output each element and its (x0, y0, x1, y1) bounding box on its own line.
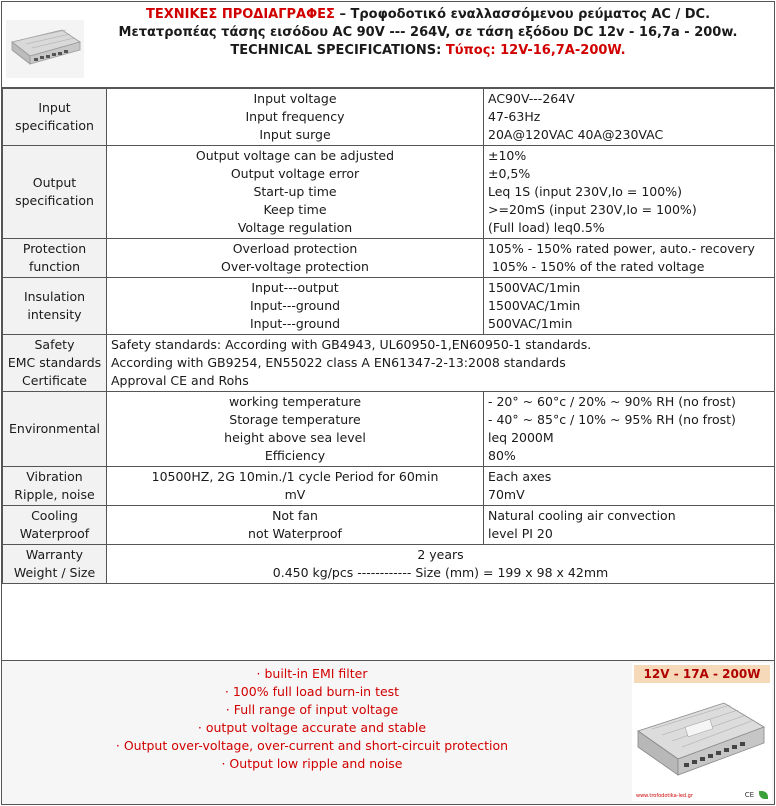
parameter-name: Start-up time (253, 184, 337, 199)
feature-item: · output voltage accurate and stable (197, 720, 427, 735)
header-line-3 (92, 42, 764, 60)
section-label-line: Certificate (22, 373, 87, 388)
section-label-line: Environmental (9, 421, 100, 436)
parameter-name: Overload protection (232, 241, 358, 256)
section-label-line: Output (32, 175, 77, 190)
parameter-value: 500VAC/1min (488, 316, 573, 331)
section-label (3, 545, 107, 584)
feature-item: · 100% full load burn-in test (224, 684, 400, 699)
warranty-line: 0.450 kg/pcs ------------ Size (mm) = 199 x 98 x 42mm (272, 565, 609, 580)
value-cell (484, 278, 775, 335)
section-label (3, 239, 107, 278)
parameter-value: 80% (488, 448, 516, 463)
value-cell (484, 506, 775, 545)
feature-list (2, 665, 622, 773)
parameter-name: Output voltage error (230, 166, 360, 181)
parameter-value: >=20mS (input 230V,Io = 100%) (488, 202, 697, 217)
parameter-cell (107, 506, 484, 545)
safety-line: According with GB9254, EN55022 class A EN61347-2-13:2008 standards (111, 355, 566, 370)
parameter-value: level PI 20 (488, 526, 553, 541)
ce-mark: CE (744, 791, 754, 799)
power-supply-thumbnail (6, 20, 84, 78)
section-label-line: function (28, 259, 81, 274)
parameter-value: 1500VAC/1min (488, 298, 581, 313)
parameter-cell (107, 239, 484, 278)
section-label-line: specification (15, 193, 94, 208)
section-label-line: Weight / Size (13, 565, 96, 580)
parameter-value: ±0,5% (488, 166, 531, 181)
parameter-value: Natural cooling air convection (488, 508, 676, 523)
parameter-cell (107, 89, 484, 146)
footer (2, 660, 774, 804)
parameter-name: Storage temperature (229, 412, 361, 427)
parameter-name: Input frequency (245, 109, 345, 124)
parameter-name: Not fan (272, 508, 318, 523)
spec-row (3, 89, 775, 146)
header-title-rest: – Τροφοδοτικό εναλλασσόμενου ρεύματος AC / DC. (334, 7, 711, 22)
spec-row (3, 239, 775, 278)
feature-item: · Output low ripple and noise (221, 756, 403, 771)
parameter-name: Input---ground (249, 316, 341, 331)
section-label-line: Waterproof (19, 526, 90, 541)
section-label-line: Ripple, noise (14, 487, 95, 502)
parameter-name: Keep time (263, 202, 327, 217)
safety-text-cell (107, 335, 775, 392)
parameter-name: Output voltage can be adjusted (195, 148, 395, 163)
parameter-cell (107, 392, 484, 467)
spec-row (3, 146, 775, 239)
spec-row (3, 392, 775, 467)
section-label-line: EMC standards (7, 355, 102, 370)
section-label-line: Protection (22, 241, 87, 256)
parameter-name: Input surge (259, 127, 331, 142)
warranty-line: 2 years (417, 547, 464, 562)
section-label (3, 392, 107, 467)
section-label (3, 278, 107, 335)
parameter-cell (107, 467, 484, 506)
safety-line: Approval CE and Rohs (111, 373, 249, 388)
header-line-2: Μετατροπέας τάσης εισόδου AC 90V --- 264V, σε τάση εξόδου DC 12v - 16,7a - 200w. (118, 25, 738, 40)
parameter-value: Each axes (488, 469, 552, 484)
product-badge: 12V - 17A - 200W (634, 665, 770, 683)
parameter-value: leq 2000M (488, 430, 554, 445)
feature-item: · built-in EMI filter (256, 666, 368, 681)
section-label-line: Safety (34, 337, 75, 352)
header (2, 2, 774, 88)
section-label (3, 467, 107, 506)
section-label-line: Cooling (31, 508, 78, 523)
header-title-red: ΤΕΧΝΙΚΕΣ ΠΡΟΔΙΑΓΡΑΦΕΣ (145, 7, 335, 22)
header-tech-spec: TECHNICAL SPECIFICATIONS: (230, 43, 446, 58)
value-cell (484, 467, 775, 506)
section-label (3, 335, 107, 392)
spec-row-safety (3, 335, 775, 392)
parameter-name: Over-voltage protection (221, 259, 369, 274)
parameter-name: Input---output (251, 280, 339, 295)
section-label (3, 146, 107, 239)
feature-item: · Full range of input voltage (225, 702, 399, 717)
parameter-cell (107, 278, 484, 335)
parameter-value: - 40° ~ 85°c / 10% ~ 95% RH (no frost) (488, 412, 736, 427)
header-text (92, 6, 764, 60)
parameter-cell (107, 146, 484, 239)
parameter-value: ±10% (488, 148, 527, 163)
section-label-line: Insulation (23, 289, 86, 304)
section-label-line: Vibration (26, 469, 83, 484)
section-label-line: Input (38, 100, 71, 115)
value-cell (484, 239, 775, 278)
parameter-name: not Waterproof (248, 526, 342, 541)
parameter-value: - 20° ~ 60°c / 20% ~ 90% RH (no frost) (488, 394, 736, 409)
section-label (3, 89, 107, 146)
spec-row (3, 467, 775, 506)
section-label (3, 506, 107, 545)
product-image (632, 663, 772, 801)
feature-item: · Output over-voltage, over-current and short-circuit protection (115, 738, 509, 753)
parameter-value: AC90V---264V (488, 91, 575, 106)
warranty-cell (107, 545, 775, 584)
spec-table (2, 88, 775, 584)
website-text: www.trofodotika-led.gr (636, 793, 693, 799)
safety-line: Safety standards: According with GB4943, UL60950-1,EN60950-1 standards. (111, 337, 592, 352)
power-supply-photo (636, 693, 768, 783)
parameter-value: Leq 1S (input 230V,Io = 100%) (488, 184, 682, 199)
parameter-value: 105% - 150% of the rated voltage (488, 259, 705, 274)
value-cell (484, 146, 775, 239)
rohs-leaf-icon (759, 791, 768, 799)
parameter-name: height above sea level (224, 430, 366, 445)
parameter-name: 10500HZ, 2G 10min./1 cycle Period for 60min (151, 469, 439, 484)
value-cell (484, 392, 775, 467)
parameter-value: (Full load) leq0.5% (488, 220, 605, 235)
parameter-name: Input---ground (249, 298, 341, 313)
parameter-value: 70mV (488, 487, 525, 502)
value-cell (484, 89, 775, 146)
parameter-value: 47-63Hz (488, 109, 541, 124)
parameter-name: Efficiency (264, 448, 326, 463)
section-label-line: Warranty (25, 547, 84, 562)
spec-row (3, 278, 775, 335)
section-label-line: intensity (27, 307, 82, 322)
spec-row (3, 506, 775, 545)
parameter-value: 1500VAC/1min (488, 280, 581, 295)
section-label-line: specification (15, 118, 94, 133)
header-type: Τύπος: 12V-16,7A-200W. (445, 43, 626, 58)
spec-row-warranty (3, 545, 775, 584)
parameter-name: Voltage regulation (237, 220, 353, 235)
header-line-1 (92, 6, 764, 24)
parameter-name: Input voltage (253, 91, 337, 106)
parameter-value: 105% - 150% rated power, auto.- recovery (488, 241, 755, 256)
spec-sheet (1, 1, 775, 805)
parameter-name: working temperature (228, 394, 362, 409)
parameter-name: mV (284, 487, 306, 502)
parameter-value: 20A@120VAC 40A@230VAC (488, 127, 664, 142)
